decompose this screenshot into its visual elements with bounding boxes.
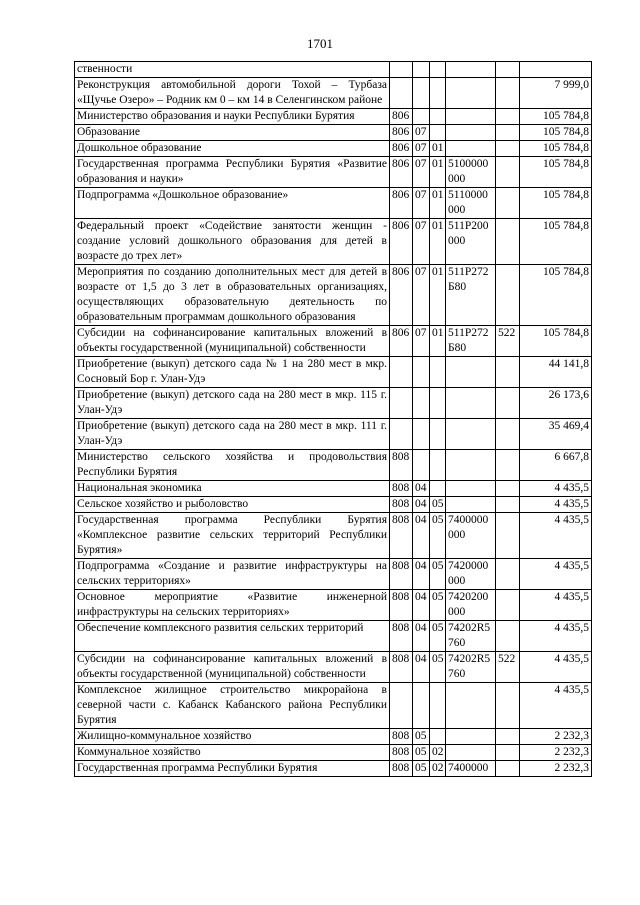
expense-type-cell (496, 219, 520, 265)
target-article-cell (446, 745, 496, 761)
expense-type-cell (496, 125, 520, 141)
expense-type-cell (496, 559, 520, 590)
table-row (75, 419, 592, 450)
section-code-cell: 07 (413, 219, 430, 265)
ministry-code-cell (390, 419, 413, 450)
target-article-cell: 7420000 000 (446, 559, 496, 590)
amount-cell: 35 469,4 (520, 419, 592, 450)
subsection-code-cell: 01 (430, 265, 446, 326)
ministry-code-cell: 806 (390, 326, 413, 357)
amount-cell: 105 784,8 (520, 188, 592, 219)
subsection-code-cell: 05 (430, 621, 446, 652)
subsection-code-cell (430, 109, 446, 125)
section-code-cell: 07 (413, 326, 430, 357)
target-article-cell: 511P272 Б80 (446, 326, 496, 357)
row-name-cell: Министерство сельского хозяйства и продовольствия Республики Бурятия (75, 450, 390, 481)
table-row (75, 188, 592, 219)
page-number: 1701 (307, 36, 333, 51)
subsection-code-cell: 05 (430, 559, 446, 590)
section-code-cell: 04 (413, 497, 430, 513)
amount-cell: 2 232,3 (520, 729, 592, 745)
ministry-code-cell: 808 (390, 513, 413, 559)
expense-type-cell (496, 188, 520, 219)
row-name-cell: Мероприятия по созданию дополнительных мест для детей в возрасте от 1,5 до 3 лет в образовательных организациях, осуществляющих образовательную деятельность по образовательным программам дошкольного образования (75, 265, 390, 326)
ministry-code-cell: 808 (390, 497, 413, 513)
table-row (75, 125, 592, 141)
target-article-cell: 511P200 000 (446, 219, 496, 265)
table-row (75, 265, 592, 326)
row-name-cell: Основное мероприятие «Развитие инженерной инфраструктуры на сельских территориях» (75, 590, 390, 621)
subsection-code-cell (430, 125, 446, 141)
amount-cell: 4 435,5 (520, 683, 592, 729)
amount-cell: 4 435,5 (520, 497, 592, 513)
subsection-code-cell: 01 (430, 157, 446, 188)
subsection-code-cell: 05 (430, 652, 446, 683)
table-row (75, 683, 592, 729)
target-article-cell (446, 141, 496, 157)
ministry-code-cell: 808 (390, 652, 413, 683)
amount-cell: 4 435,5 (520, 590, 592, 621)
row-name-cell: Государственная программа Республики Бурятия «Развитие образования и науки» (75, 157, 390, 188)
target-article-cell (446, 357, 496, 388)
subsection-code-cell (430, 388, 446, 419)
ministry-code-cell: 806 (390, 157, 413, 188)
table-row (75, 590, 592, 621)
row-name-cell: Субсидии на софинансирование капитальных вложений в объекты государственной (муниципальной) собственности (75, 652, 390, 683)
section-code-cell: 04 (413, 621, 430, 652)
target-article-cell: 74202R5 760 (446, 652, 496, 683)
table-row (75, 761, 592, 777)
target-article-cell: 5110000 000 (446, 188, 496, 219)
expense-type-cell (496, 621, 520, 652)
table-body (75, 62, 592, 777)
section-code-cell: 04 (413, 559, 430, 590)
target-article-cell (446, 109, 496, 125)
target-article-cell: 7400000 (446, 761, 496, 777)
expense-type-cell (496, 761, 520, 777)
amount-cell: 4 435,5 (520, 513, 592, 559)
amount-cell: 105 784,8 (520, 125, 592, 141)
expense-type-cell: 522 (496, 652, 520, 683)
table-row (75, 559, 592, 590)
amount-cell: 6 667,8 (520, 450, 592, 481)
expense-type-cell (496, 745, 520, 761)
expense-type-cell (496, 683, 520, 729)
budget-table (74, 61, 592, 777)
ministry-code-cell (390, 388, 413, 419)
amount-cell: 2 232,3 (520, 761, 592, 777)
row-name-cell: Реконструкция автомобильной дороги Тохой – Турбаза «Щучье Озеро» – Родник км 0 – км 14 в Селенгинском районе (75, 78, 390, 109)
ministry-code-cell: 808 (390, 745, 413, 761)
section-code-cell (413, 357, 430, 388)
subsection-code-cell: 05 (430, 590, 446, 621)
subsection-code-cell (430, 62, 446, 78)
amount-cell: 105 784,8 (520, 157, 592, 188)
ministry-code-cell: 806 (390, 141, 413, 157)
table-row (75, 729, 592, 745)
amount-cell (520, 62, 592, 78)
row-name-cell: Национальная экономика (75, 481, 390, 497)
ministry-code-cell: 808 (390, 481, 413, 497)
expense-type-cell (496, 109, 520, 125)
target-article-cell (446, 450, 496, 481)
section-code-cell: 04 (413, 513, 430, 559)
section-code-cell: 04 (413, 652, 430, 683)
table-row (75, 62, 592, 78)
section-code-cell: 04 (413, 590, 430, 621)
ministry-code-cell: 808 (390, 590, 413, 621)
expense-type-cell (496, 78, 520, 109)
row-name-cell: Жилищно-коммунальное хозяйство (75, 729, 390, 745)
subsection-code-cell: 02 (430, 745, 446, 761)
target-article-cell: 7400000 000 (446, 513, 496, 559)
row-name-cell: Субсидии на софинансирование капитальных вложений в объекты государственной (муниципальной) собственности (75, 326, 390, 357)
ministry-code-cell: 806 (390, 188, 413, 219)
table-row (75, 450, 592, 481)
target-article-cell: 511P272 Б80 (446, 265, 496, 326)
row-name-cell: Подпрограмма «Создание и развитие инфраструктуры на сельских территориях» (75, 559, 390, 590)
amount-cell: 105 784,8 (520, 265, 592, 326)
table-row (75, 745, 592, 761)
row-name-cell: Обеспечение комплексного развития сельских территорий (75, 621, 390, 652)
expense-type-cell (496, 141, 520, 157)
row-name-cell: ственности (75, 62, 390, 78)
table-row (75, 157, 592, 188)
table-row (75, 497, 592, 513)
subsection-code-cell (430, 729, 446, 745)
table-row (75, 621, 592, 652)
section-code-cell: 07 (413, 125, 430, 141)
expense-type-cell (496, 419, 520, 450)
row-name-cell: Сельское хозяйство и рыболовство (75, 497, 390, 513)
section-code-cell: 04 (413, 481, 430, 497)
row-name-cell: Приобретение (выкуп) детского сада на 280 мест в мкр. 111 г. Улан-Удэ (75, 419, 390, 450)
section-code-cell: 05 (413, 761, 430, 777)
row-name-cell: Федеральный проект «Содействие занятости женщин - создание условий дошкольного образования для детей в возрасте до трех лет» (75, 219, 390, 265)
amount-cell: 4 435,5 (520, 559, 592, 590)
expense-type-cell (496, 450, 520, 481)
amount-cell: 44 141,8 (520, 357, 592, 388)
table-row (75, 357, 592, 388)
subsection-code-cell (430, 481, 446, 497)
target-article-cell: 7420200 000 (446, 590, 496, 621)
expense-type-cell (496, 62, 520, 78)
row-name-cell: Коммунальное хозяйство (75, 745, 390, 761)
expense-type-cell (496, 388, 520, 419)
section-code-cell (413, 683, 430, 729)
subsection-code-cell: 05 (430, 497, 446, 513)
target-article-cell (446, 62, 496, 78)
expense-type-cell: 522 (496, 326, 520, 357)
table-row (75, 78, 592, 109)
ministry-code-cell: 808 (390, 761, 413, 777)
section-code-cell: 05 (413, 745, 430, 761)
subsection-code-cell (430, 419, 446, 450)
amount-cell: 105 784,8 (520, 219, 592, 265)
amount-cell: 105 784,8 (520, 326, 592, 357)
amount-cell: 2 232,3 (520, 745, 592, 761)
section-code-cell (413, 109, 430, 125)
target-article-cell (446, 481, 496, 497)
expense-type-cell (496, 481, 520, 497)
table-row (75, 109, 592, 125)
row-name-cell: Дошкольное образование (75, 141, 390, 157)
subsection-code-cell: 01 (430, 219, 446, 265)
amount-cell: 26 173,6 (520, 388, 592, 419)
ministry-code-cell: 806 (390, 219, 413, 265)
expense-type-cell (496, 265, 520, 326)
ministry-code-cell: 806 (390, 125, 413, 141)
ministry-code-cell: 808 (390, 729, 413, 745)
target-article-cell: 5100000 000 (446, 157, 496, 188)
expense-type-cell (496, 513, 520, 559)
expense-type-cell (496, 357, 520, 388)
section-code-cell (413, 78, 430, 109)
section-code-cell (413, 388, 430, 419)
row-name-cell: Комплексное жилищное строительство микрорайона в северной части с. Кабанск Кабанского района Республики Бурятия (75, 683, 390, 729)
expense-type-cell (496, 497, 520, 513)
ministry-code-cell (390, 357, 413, 388)
section-code-cell (413, 450, 430, 481)
target-article-cell (446, 729, 496, 745)
subsection-code-cell (430, 357, 446, 388)
row-name-cell: Образование (75, 125, 390, 141)
amount-cell: 4 435,5 (520, 652, 592, 683)
subsection-code-cell: 02 (430, 761, 446, 777)
section-code-cell: 07 (413, 188, 430, 219)
table-row (75, 141, 592, 157)
section-code-cell (413, 419, 430, 450)
subsection-code-cell: 05 (430, 513, 446, 559)
amount-cell: 105 784,8 (520, 141, 592, 157)
row-name-cell: Государственная программа Республики Бурятия «Комплексное развитие сельских территорий Республики Бурятия» (75, 513, 390, 559)
ministry-code-cell: 806 (390, 109, 413, 125)
row-name-cell: Приобретение (выкуп) детского сада на 280 мест в мкр. 115 г. Улан-Удэ (75, 388, 390, 419)
subsection-code-cell (430, 450, 446, 481)
ministry-code-cell: 806 (390, 265, 413, 326)
section-code-cell: 07 (413, 265, 430, 326)
target-article-cell (446, 683, 496, 729)
target-article-cell (446, 125, 496, 141)
ministry-code-cell: 808 (390, 621, 413, 652)
section-code-cell: 07 (413, 157, 430, 188)
target-article-cell (446, 419, 496, 450)
table-row (75, 513, 592, 559)
table-row (75, 388, 592, 419)
target-article-cell: 74202R5 760 (446, 621, 496, 652)
section-code-cell: 05 (413, 729, 430, 745)
amount-cell: 7 999,0 (520, 78, 592, 109)
row-name-cell: Приобретение (выкуп) детского сада № 1 на 280 мест в мкр. Сосновый Бор г. Улан-Удэ (75, 357, 390, 388)
ministry-code-cell: 808 (390, 450, 413, 481)
subsection-code-cell (430, 78, 446, 109)
ministry-code-cell (390, 78, 413, 109)
row-name-cell: Подпрограмма «Дошкольное образование» (75, 188, 390, 219)
subsection-code-cell: 01 (430, 326, 446, 357)
subsection-code-cell (430, 683, 446, 729)
ministry-code-cell (390, 683, 413, 729)
target-article-cell (446, 497, 496, 513)
row-name-cell: Государственная программа Республики Бурятия (75, 761, 390, 777)
subsection-code-cell: 01 (430, 188, 446, 219)
table-row (75, 652, 592, 683)
subsection-code-cell: 01 (430, 141, 446, 157)
expense-type-cell (496, 590, 520, 621)
table-row (75, 326, 592, 357)
ministry-code-cell (390, 62, 413, 78)
ministry-code-cell: 808 (390, 559, 413, 590)
amount-cell: 4 435,5 (520, 621, 592, 652)
target-article-cell (446, 78, 496, 109)
expense-type-cell (496, 157, 520, 188)
amount-cell: 105 784,8 (520, 109, 592, 125)
table-row (75, 481, 592, 497)
amount-cell: 4 435,5 (520, 481, 592, 497)
expense-type-cell (496, 729, 520, 745)
row-name-cell: Министерство образования и науки Республики Бурятия (75, 109, 390, 125)
section-code-cell (413, 62, 430, 78)
target-article-cell (446, 388, 496, 419)
table-row (75, 219, 592, 265)
section-code-cell: 07 (413, 141, 430, 157)
